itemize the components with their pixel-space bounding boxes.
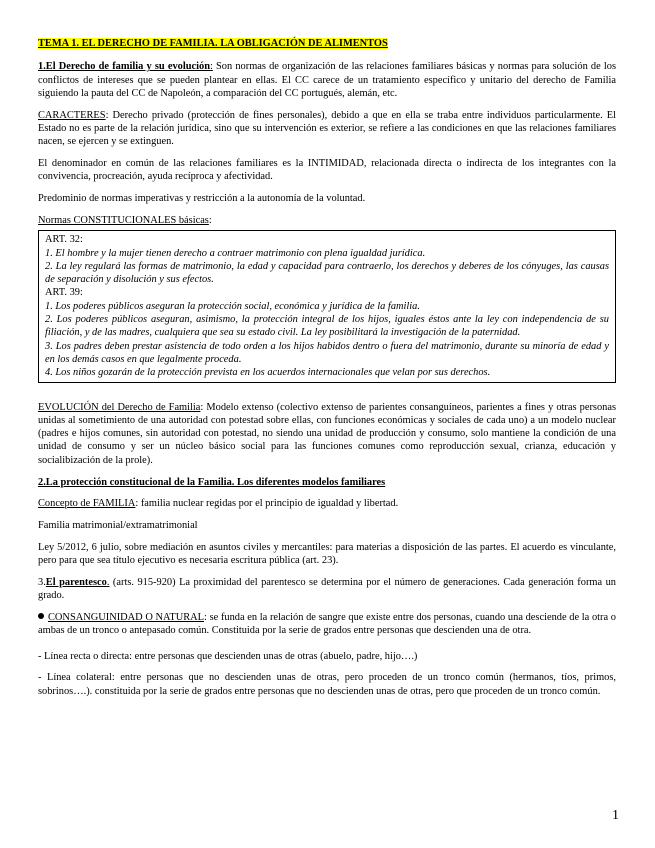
caracteres-paragraph bbox=[38, 109, 616, 149]
normas-label: Normas CONSTITUCIONALES básicas bbox=[38, 214, 209, 226]
section1-heading: 1.El Derecho de familia y su evolución bbox=[38, 61, 210, 73]
section1-paragraph bbox=[38, 60, 616, 100]
denominador-paragraph: El denominador en común de las relaciones familiares es la INTIMIDAD, relacionada directa o indirecta de los integrantes con la convivencia, procreación, ayuda recíproca y afectividad. bbox=[38, 158, 616, 183]
section3-text: (arts. 915-920) La proximidad del parentesco se determina por el número de generaciones. Cada generación forma un grado. bbox=[38, 577, 616, 602]
section1-heading-colon: : bbox=[209, 61, 213, 73]
section3-dot: . bbox=[106, 577, 110, 588]
consanguinidad-label: CONSANGUINIDAD O NATURAL bbox=[48, 612, 205, 624]
bullet-icon bbox=[38, 613, 44, 619]
art32-heading: ART. 32: bbox=[45, 234, 83, 246]
ley-paragraph: Ley 5/2012, 6 julio, sobre mediación en asuntos civiles y mercantiles: para materias a disposición de las partes. El acuerdo es vinculante, pero para que sea título ejecutivo es necesaria escritura pública (art. 23). bbox=[38, 541, 616, 567]
document-page bbox=[38, 37, 616, 707]
linea-colateral-paragraph: - Línea colateral: entre personas que no descienden unas de otras, pero proceden de un tronco común (hermanos, tíos, primos, sobrinos….). constituida por la serie de grados entre personas que no descienden unas de otras, pero que proceden de un tronco común. bbox=[38, 672, 616, 697]
normas-colon: : bbox=[208, 214, 212, 226]
section3-number: 3. bbox=[38, 577, 46, 588]
consanguinidad-paragraph bbox=[38, 611, 616, 638]
section3-heading: El parentesco bbox=[45, 577, 107, 588]
normas-paragraph bbox=[38, 214, 616, 227]
page-number: 1 bbox=[612, 808, 619, 823]
art39-item-2: 2. Los poderes públicos aseguran, asimismo, la protección integral de los hijos, iguales éstos ante la ley con independencia de su filiación, y de las madres, cualquiera que sea su estado civil. La ley posibilitará la investigación de la paternidad. bbox=[45, 314, 609, 339]
concepto-label: Concepto de FAMILIA bbox=[38, 498, 136, 510]
predominio-paragraph: Predominio de normas imperativas y restricción a la autonomía de la voluntad. bbox=[38, 193, 366, 205]
caracteres-label: CARACTERES bbox=[38, 109, 106, 121]
art39-item-3: 3. Los padres deben prestar asistencia de todo orden a los hijos habidos dentro o fuera del matrimonio, durante su minoría de edad y en los demás casos en que legalmente proceda. bbox=[45, 340, 609, 365]
title-paragraph bbox=[38, 37, 616, 50]
constitution-articles-box bbox=[38, 230, 616, 382]
art39-item-4: 4. Los niños gozarán de la protección prevista en los acuerdos internacionales que velan por sus derechos. bbox=[45, 367, 491, 379]
consanguinidad-text: : se funda en la relación de sangre que existe entre dos personas, cuando una desciende de la otra o ambas de un tronco o antepasado común. Constituida por la serie de grados entre personas que descienden una de otra. bbox=[38, 612, 616, 637]
matrimonial-paragraph: Familia matrimonial/extramatrimonial bbox=[38, 520, 198, 532]
section2-heading: 2.La protección constitucional de la Familia. Los diferentes modelos familiares bbox=[38, 476, 386, 488]
concepto-paragraph bbox=[38, 497, 616, 510]
art39-heading: ART. 39: bbox=[45, 287, 83, 299]
art32-item-2: 2. La ley regulará las formas de matrimonio, la edad y capacidad para contraerlo, los derechos y deberes de los cónyuges, las causas de separación y disolución y sus efectos. bbox=[45, 260, 609, 286]
evolucion-text: : Modelo extenso (colectivo extenso de parientes consanguíneos, parientes a fines y otras personas unidas al sometimiento de una autoridad con potestad sobre ellas, con funciones económicas y sociales de cada uno) a un modelo nuclear (padres e hijos comunes, sin autoridad con potestad, no siendo una unidad de producción y consumo, solo mantiene la condición de una unidad de consumo y ser un núcleo básico social para las funciones comunes como reproducción sexual, crianza, educación y socialibización de la prole). bbox=[38, 401, 617, 466]
section2-paragraph bbox=[38, 476, 616, 489]
page-title: TEMA 1. EL DERECHO DE FAMILIA. LA OBLIGACIÓN DE ALIMENTOS bbox=[38, 38, 388, 49]
caracteres-text: : Derecho privado (protección de fines personales), debido a que en ella se traba entre individuos particularmente. El Estado no es parte de la relación jurídica, sino que su intervención es exterior, se refiere a las condiciones en que las relaciones familiares nacen, se ejercen y se extinguen. bbox=[38, 109, 616, 148]
evolucion-label: EVOLUCIÓN del Derecho de Familia bbox=[38, 401, 201, 413]
linea-recta-paragraph: - Línea recta o directa: entre personas que descienden unas de otras (abuelo, padre, hijo….) bbox=[38, 650, 418, 662]
evolucion-paragraph bbox=[38, 401, 616, 467]
art39-item-1: 1. Los poderes públicos aseguran la protección social, económica y jurídica de la familia. bbox=[45, 300, 420, 312]
section3-paragraph bbox=[38, 576, 616, 603]
section1-text: Son normas de organización de las relaciones familiares básicas y normas para solución de los conflictos de intereses que se pueden plantear en ellas. El CC carece de un tratamiento específico y unitario del derecho de Familia siguiendo la pauta del CC de Napoleón, a comparación del CC portugués, alemán, etc. bbox=[38, 61, 616, 99]
concepto-text: : familia nuclear regidas por el principio de igualdad y libertad. bbox=[135, 498, 399, 510]
art32-item-1: 1. El hombre y la mujer tienen derecho a contraer matrimonio con plena igualdad jurídica. bbox=[45, 247, 426, 259]
